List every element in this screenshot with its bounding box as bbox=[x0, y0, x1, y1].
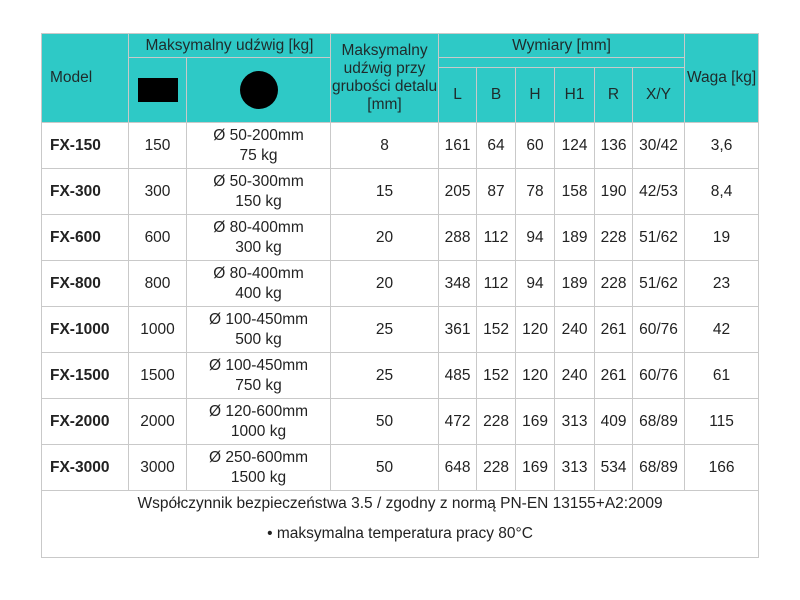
cell-dim-H: 169 bbox=[516, 445, 555, 491]
header-flat-load bbox=[129, 58, 187, 123]
table-row bbox=[42, 353, 759, 399]
round-load-value: 150 kg bbox=[235, 192, 282, 210]
cell-thickness: 8 bbox=[331, 123, 439, 169]
cell-dim-B: 228 bbox=[477, 445, 516, 491]
header-dim-XY: X/Y bbox=[633, 68, 685, 123]
footer-safety-note: Współczynnik bezpieczeństwa 3.5 / zgodny z normą PN-EN 13155+A2:2009 bbox=[137, 495, 663, 512]
cell-model: FX-3000 bbox=[42, 445, 129, 491]
round-load-range: Ø 50-200mm bbox=[213, 126, 304, 144]
cell-dim-L: 648 bbox=[439, 445, 477, 491]
cell-flat-load: 800 bbox=[129, 261, 187, 307]
cell-dim-XY: 42/53 bbox=[633, 169, 685, 215]
cell-flat-load: 3000 bbox=[129, 445, 187, 491]
cell-round-load bbox=[187, 123, 331, 169]
cell-weight: 23 bbox=[685, 261, 759, 307]
flat-load-icon bbox=[138, 78, 178, 102]
header-weight: Waga [kg] bbox=[685, 34, 759, 123]
table-row bbox=[42, 123, 759, 169]
table-row bbox=[42, 399, 759, 445]
round-load-range: Ø 80-400mm bbox=[213, 264, 304, 282]
cell-thickness: 25 bbox=[331, 353, 439, 399]
header-max-capacity-thickness: Maksymalny udźwig przy grubości detalu [mm] bbox=[331, 34, 439, 123]
cell-weight: 115 bbox=[685, 399, 759, 445]
cell-model: FX-1500 bbox=[42, 353, 129, 399]
cell-dim-XY: 68/89 bbox=[633, 399, 685, 445]
table-body bbox=[42, 123, 759, 491]
cell-dim-H1: 313 bbox=[555, 399, 595, 445]
round-load-value: 500 kg bbox=[235, 330, 282, 348]
table-row bbox=[42, 445, 759, 491]
cell-dim-XY: 51/62 bbox=[633, 215, 685, 261]
cell-round-load bbox=[187, 353, 331, 399]
header-model: Model bbox=[42, 34, 129, 123]
cell-model: FX-300 bbox=[42, 169, 129, 215]
round-load-value: 1500 kg bbox=[230, 468, 287, 486]
cell-dim-H1: 158 bbox=[555, 169, 595, 215]
table-row bbox=[42, 215, 759, 261]
cell-dim-B: 228 bbox=[477, 399, 516, 445]
cell-weight: 42 bbox=[685, 307, 759, 353]
cell-dim-B: 152 bbox=[477, 307, 516, 353]
cell-dim-H: 120 bbox=[516, 307, 555, 353]
round-load-range: Ø 80-400mm bbox=[213, 218, 304, 236]
cell-dim-XY: 30/42 bbox=[633, 123, 685, 169]
cell-dim-XY: 68/89 bbox=[633, 445, 685, 491]
header-dim-R: R bbox=[595, 68, 633, 123]
cell-dim-B: 112 bbox=[477, 215, 516, 261]
table-header bbox=[42, 34, 759, 123]
cell-dim-XY: 60/76 bbox=[633, 353, 685, 399]
cell-dim-H1: 189 bbox=[555, 261, 595, 307]
cell-thickness: 20 bbox=[331, 261, 439, 307]
cell-dim-R: 228 bbox=[595, 261, 633, 307]
cell-dim-H: 60 bbox=[516, 123, 555, 169]
cell-weight: 3,6 bbox=[685, 123, 759, 169]
cell-dim-L: 472 bbox=[439, 399, 477, 445]
cell-round-load bbox=[187, 399, 331, 445]
round-load-range: Ø 50-300mm bbox=[213, 172, 304, 190]
cell-dim-XY: 60/76 bbox=[633, 307, 685, 353]
cell-dim-H1: 313 bbox=[555, 445, 595, 491]
cell-dim-R: 261 bbox=[595, 307, 633, 353]
cell-dim-H1: 240 bbox=[555, 307, 595, 353]
cell-flat-load: 1500 bbox=[129, 353, 187, 399]
cell-model: FX-600 bbox=[42, 215, 129, 261]
round-load-value: 75 kg bbox=[239, 146, 278, 164]
cell-model: FX-150 bbox=[42, 123, 129, 169]
round-load-range: Ø 120-600mm bbox=[208, 402, 309, 420]
cell-dim-H: 169 bbox=[516, 399, 555, 445]
cell-dim-L: 288 bbox=[439, 215, 477, 261]
cell-dim-H1: 240 bbox=[555, 353, 595, 399]
header-dimensions: Wymiary [mm] bbox=[439, 34, 685, 58]
cell-flat-load: 150 bbox=[129, 123, 187, 169]
cell-dim-L: 361 bbox=[439, 307, 477, 353]
cell-weight: 8,4 bbox=[685, 169, 759, 215]
cell-dim-B: 112 bbox=[477, 261, 516, 307]
cell-dim-R: 136 bbox=[595, 123, 633, 169]
cell-dim-R: 228 bbox=[595, 215, 633, 261]
cell-round-load bbox=[187, 215, 331, 261]
header-dim-L: L bbox=[439, 68, 477, 123]
cell-dim-L: 161 bbox=[439, 123, 477, 169]
cell-thickness: 50 bbox=[331, 399, 439, 445]
cell-dim-H1: 189 bbox=[555, 215, 595, 261]
cell-dim-R: 190 bbox=[595, 169, 633, 215]
spec-table bbox=[41, 33, 759, 558]
cell-dim-L: 205 bbox=[439, 169, 477, 215]
round-load-range: Ø 100-450mm bbox=[208, 310, 309, 328]
cell-flat-load: 2000 bbox=[129, 399, 187, 445]
footer-temperature-note: • maksymalna temperatura pracy 80°C bbox=[267, 525, 533, 542]
cell-thickness: 15 bbox=[331, 169, 439, 215]
cell-thickness: 20 bbox=[331, 215, 439, 261]
cell-dim-H: 94 bbox=[516, 261, 555, 307]
round-load-value: 400 kg bbox=[235, 284, 282, 302]
cell-round-load bbox=[187, 445, 331, 491]
cell-dim-XY: 51/62 bbox=[633, 261, 685, 307]
round-load-range: Ø 100-450mm bbox=[208, 356, 309, 374]
table-row bbox=[42, 169, 759, 215]
cell-round-load bbox=[187, 169, 331, 215]
cell-thickness: 25 bbox=[331, 307, 439, 353]
cell-dim-B: 64 bbox=[477, 123, 516, 169]
cell-flat-load: 300 bbox=[129, 169, 187, 215]
round-load-value: 300 kg bbox=[235, 238, 282, 256]
cell-model: FX-1000 bbox=[42, 307, 129, 353]
cell-dim-R: 261 bbox=[595, 353, 633, 399]
round-load-value: 750 kg bbox=[235, 376, 282, 394]
header-max-capacity: Maksymalny udźwig [kg] bbox=[129, 34, 331, 58]
cell-dim-L: 348 bbox=[439, 261, 477, 307]
cell-weight: 19 bbox=[685, 215, 759, 261]
header-dimensions-spacer bbox=[439, 58, 685, 68]
cell-dim-H1: 124 bbox=[555, 123, 595, 169]
cell-dim-R: 534 bbox=[595, 445, 633, 491]
table-row bbox=[42, 261, 759, 307]
table-footer bbox=[42, 491, 759, 558]
header-dim-H1: H1 bbox=[555, 68, 595, 123]
cell-round-load bbox=[187, 307, 331, 353]
cell-dim-H: 120 bbox=[516, 353, 555, 399]
header-round-load bbox=[187, 58, 331, 123]
footer-notes bbox=[42, 491, 759, 558]
cell-round-load bbox=[187, 261, 331, 307]
cell-thickness: 50 bbox=[331, 445, 439, 491]
round-load-value: 1000 kg bbox=[230, 422, 287, 440]
cell-dim-R: 409 bbox=[595, 399, 633, 445]
cell-model: FX-800 bbox=[42, 261, 129, 307]
cell-dim-H: 78 bbox=[516, 169, 555, 215]
cell-flat-load: 1000 bbox=[129, 307, 187, 353]
cell-dim-L: 485 bbox=[439, 353, 477, 399]
cell-dim-B: 152 bbox=[477, 353, 516, 399]
header-dim-B: B bbox=[477, 68, 516, 123]
cell-weight: 166 bbox=[685, 445, 759, 491]
cell-flat-load: 600 bbox=[129, 215, 187, 261]
table-row bbox=[42, 307, 759, 353]
cell-model: FX-2000 bbox=[42, 399, 129, 445]
round-load-range: Ø 250-600mm bbox=[208, 448, 309, 466]
cell-dim-B: 87 bbox=[477, 169, 516, 215]
header-dim-H: H bbox=[516, 68, 555, 123]
round-load-icon bbox=[240, 71, 278, 109]
cell-weight: 61 bbox=[685, 353, 759, 399]
cell-dim-H: 94 bbox=[516, 215, 555, 261]
